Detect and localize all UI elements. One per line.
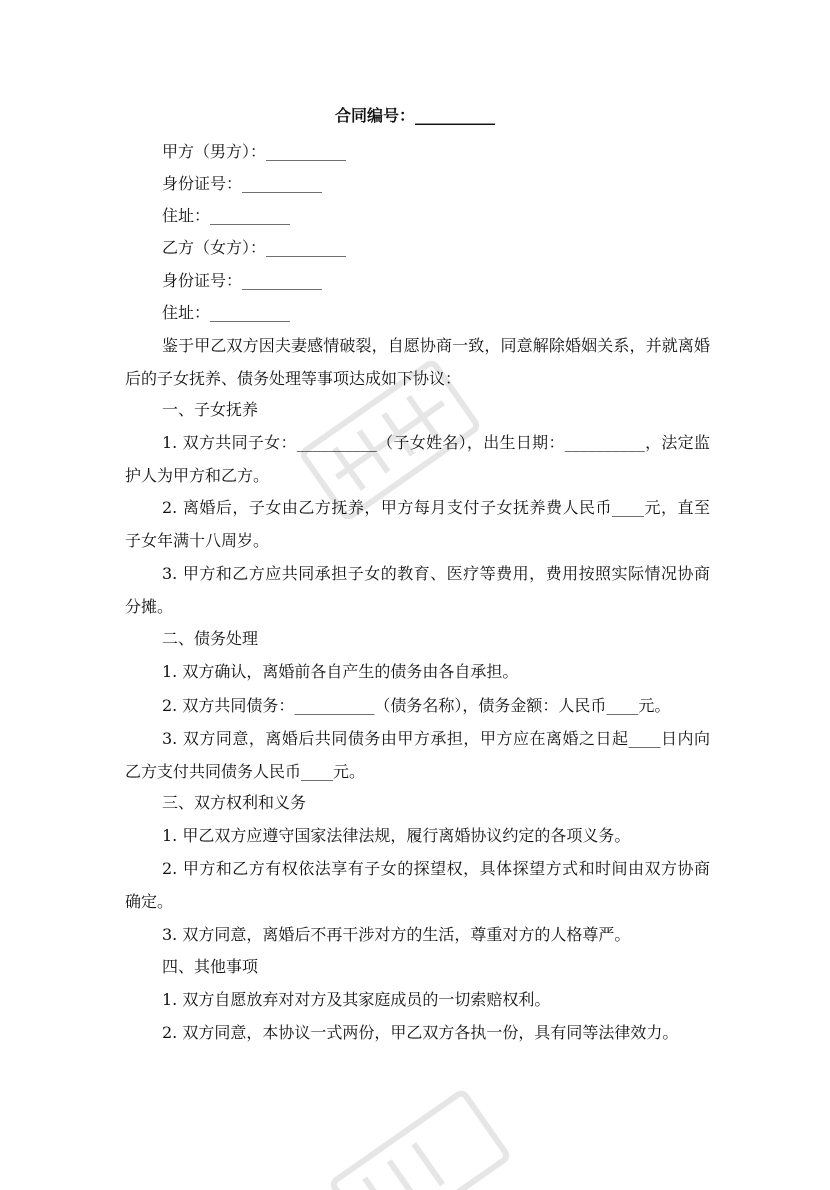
section-heading-child-custody: 一、子女抚养 xyxy=(162,400,259,419)
party-a-address-field: 住址：__________ xyxy=(162,206,291,225)
party-a-field: 甲方（男方）：__________ xyxy=(162,142,347,161)
rights-item-2: 2. 甲方和乙方有权依法享有子女的探望权，具体探望方式和时间由双方协商确定。 xyxy=(125,859,710,911)
debt-item-2: 2. 双方共同债务：__________（债务名称），债务金额：人民币____元。 xyxy=(162,696,671,715)
contract-number-title: 合同编号：__________ xyxy=(334,106,495,125)
rights-item-3: 3. 双方同意，离婚后不再干涉对方的生活，尊重对方的人格尊严。 xyxy=(162,925,631,944)
preamble-paragraph: 鉴于甲乙双方因夫妻感情破裂，自愿协商一致，同意解除婚姻关系，并就离婚后的子女抚养、债务处理等事项达成如下协议： xyxy=(125,336,710,388)
debt-item-1: 1. 双方确认，离婚前各自产生的债务由各自承担。 xyxy=(162,662,519,681)
child-custody-item-3: 3. 甲方和乙方应共同承担子女的教育、医疗等费用，费用按照实际情况协商分摊。 xyxy=(125,564,710,616)
party-b-field: 乙方（女方）：__________ xyxy=(162,238,347,257)
party-a-id-field: 身份证号：__________ xyxy=(162,174,323,193)
section-heading-other: 四、其他事项 xyxy=(162,957,259,976)
party-b-address-field: 住址：__________ xyxy=(162,303,291,322)
other-item-1: 1. 双方自愿放弃对对方及其家庭成员的一切索赔权利。 xyxy=(162,990,551,1009)
other-item-2: 2. 双方同意，本协议一式两份，甲乙双方各执一份，具有同等法律效力。 xyxy=(162,1023,679,1042)
debt-item-3: 3. 双方同意，离婚后共同债务由甲方承担，甲方应在离婚之日起____日内向乙方支付共同债务人民币____元。 xyxy=(125,729,710,781)
rights-item-1: 1. 甲乙双方应遵守国家法律法规，履行离婚协议约定的各项义务。 xyxy=(162,826,631,845)
child-custody-item-1: 1. 双方共同子女：__________（子女姓名），出生日期：__________，法定监护人为甲方和乙方。 xyxy=(125,433,710,485)
party-b-id-field: 身份证号：__________ xyxy=(162,271,323,290)
section-heading-rights: 三、双方权利和义务 xyxy=(162,793,307,812)
watermark-logo-bottom xyxy=(300,1070,540,1190)
section-heading-debt: 二、债务处理 xyxy=(162,629,259,648)
child-custody-item-2: 2. 离婚后，子女由乙方抚养，甲方每月支付子女抚养费人民币____元，直至子女年满十八周岁。 xyxy=(125,498,710,550)
